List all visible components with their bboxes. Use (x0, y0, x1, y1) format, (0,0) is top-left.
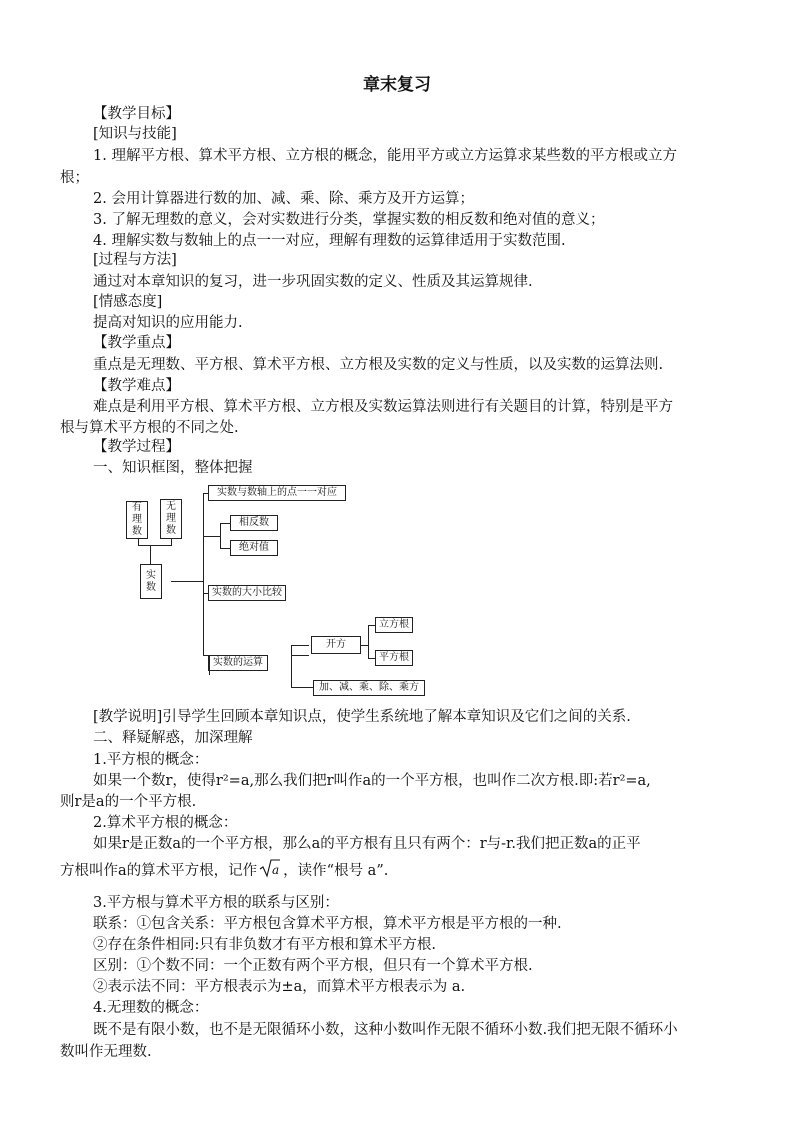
goal-item-3: 3. 了解无理数的意义，会对实数进行分类，掌握实数的相反数和绝对值的意义； (93, 212, 605, 228)
teaching-goal-heading: 【教学目标】 (93, 106, 180, 122)
concept-4-text: 既不是有限小数，也不是无限循环小数，这种小数叫作无限不循环小数.我们把无限不循环小 (93, 1022, 678, 1038)
real-number-box (140, 564, 162, 599)
concept-2-text-part-b: ，读作“根号 a”. (283, 863, 389, 879)
process-method-text: 通过对本章知识的复习，进一步巩固实数的定义、性质及其运算规律. (93, 274, 533, 290)
real-number-operation-box: 实数的运算 (208, 655, 268, 671)
concept-3-representation: ②表示法不同：平方根表示为±a，而算术平方根表示为 a. (93, 979, 466, 995)
diagram-char: 理 (132, 514, 142, 525)
concept-1-text-cont: 则r是a的一个平方根. (60, 794, 197, 810)
key-point-heading: 【教学重点】 (93, 335, 180, 351)
process-method-heading: [过程与方法] (93, 252, 177, 268)
diagram-connector (209, 655, 210, 675)
page-title: 章末复习 (363, 75, 431, 95)
teaching-process-heading: 【教学过程】 (93, 439, 180, 455)
diagram-char: 数 (146, 581, 156, 593)
goal-item-1: 1. 理解平方根、算术平方根、立方根的概念，能用平方或立方运算求某些数的平方根或立方 (93, 148, 677, 164)
knowledge-diagram (116, 483, 436, 698)
diagram-char: 实 (146, 569, 156, 581)
part-one-heading: 一、知识框图，整体把握 (93, 460, 253, 476)
diagram-char: 有 (132, 502, 142, 513)
concept-1-text: 如果一个数r，使得r²=a,那么我们把r叫作a的一个平方根，也叫作二次方根.即:若r²=a, (93, 773, 651, 789)
opposite-number-box: 相反数 (230, 515, 278, 531)
absolute-value-box: 绝对值 (230, 540, 278, 556)
concept-3-condition: ②存在条件相同:只有非负数才有平方根和算术平方根. (93, 937, 436, 953)
arithmetic-operations-box: 加、减、乘、除、乘方 (313, 680, 425, 696)
rational-number-box (126, 501, 148, 539)
goal-item-2: 2. 会用计算器进行数的加、减、乘、除、乘方及开方运算； (93, 191, 474, 207)
part-two-heading: 二、释疑解惑，加深理解 (93, 730, 253, 746)
concept-4-title: 4.无理数的概念： (93, 1000, 209, 1016)
diagram-char: 无 (166, 501, 176, 512)
diagram-char: 理 (166, 513, 176, 524)
knowledge-skill-heading: [知识与技能] (93, 126, 177, 142)
sqrt-variable: a (272, 863, 280, 877)
concept-3-title: 3.平方根与算术平方根的联系与区别： (93, 895, 339, 911)
emotion-text: 提高对知识的应用能力. (93, 315, 243, 331)
goal-item-4: 4. 理解实数与数轴上的点一一对应，理解有理数的运算律适用于实数范围. (93, 233, 566, 249)
concept-2-title: 2.算术平方根的概念： (93, 815, 238, 831)
teaching-note: [教学说明]引导学生回顾本章知识点，使学生系统地了解本章知识及它们之间的关系. (93, 709, 631, 725)
concept-2-text-cont (60, 858, 388, 884)
goal-item-1-cont: 根； (60, 170, 89, 186)
difficulty-heading: 【教学难点】 (93, 378, 180, 394)
concept-4-text-cont: 数叫作无理数. (60, 1044, 152, 1060)
key-point-text: 重点是无理数、平方根、算术平方根、立方根及实数的定义与性质，以及实数的运算法则. (93, 357, 664, 373)
diagram-char: 数 (166, 525, 176, 536)
concept-3-difference: 区别：①个数不同：一个正数有两个平方根，但只有一个算术平方根. (93, 958, 533, 974)
concept-2-text-part-a: 方根叫作a的算术平方根，记作 (60, 863, 258, 879)
root-extraction-box: 开方 (311, 636, 361, 654)
diagram-char: 数 (132, 526, 142, 537)
emotion-heading: [情感态度] (93, 294, 163, 310)
concept-3-link: 联系：①包含关系：平方根包含算术平方根，算术平方根是平方根的一种. (93, 916, 562, 932)
compare-size-box: 实数的大小比较 (208, 585, 286, 601)
difficulty-text: 难点是利用平方根、算术平方根、立方根及实数运算法则进行有关题目的计算，特别是平方 (93, 399, 673, 415)
irrational-number-box (160, 499, 182, 539)
sqrt-symbol (259, 858, 281, 884)
cube-root-box: 立方根 (375, 617, 413, 633)
square-root-box: 平方根 (375, 650, 413, 666)
number-line-correspondence-box: 实数与数轴上的点一一对应 (208, 485, 346, 501)
difficulty-text-cont: 根与算术平方根的不同之处. (60, 420, 239, 436)
concept-1-title: 1.平方根的概念： (93, 752, 209, 768)
concept-2-text: 如果r是正数a的一个平方根，那么a的平方根有且只有两个：r与-r.我们把正数a的正平 (93, 836, 641, 852)
